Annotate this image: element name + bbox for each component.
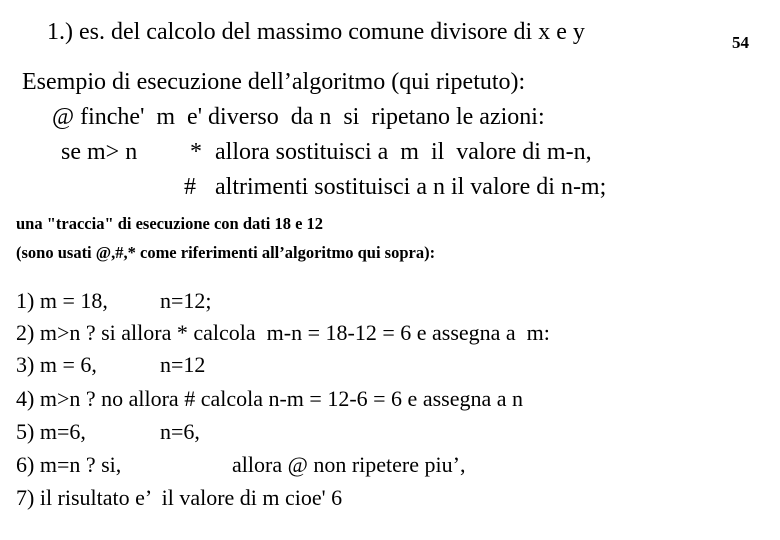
trace-step-5-n: n=6, bbox=[160, 419, 200, 444]
algorithm-heading: Esempio di esecuzione dell’algoritmo (qui ripetuto): bbox=[22, 69, 526, 95]
slide-title: 1.) es. del calcolo del massimo comune divisore di x e y bbox=[47, 19, 585, 45]
trace-step-2: 2) m>n ? si allora * calcola m-n = 18-12 = 6 e assegna a m: bbox=[16, 320, 550, 345]
trace-step-1-m: 1) m = 18, bbox=[16, 288, 108, 313]
trace-intro-line-2: (sono usati @,#,* come riferimenti all’algoritmo qui sopra): bbox=[16, 243, 436, 262]
trace-step-3-n: n=12 bbox=[160, 352, 206, 377]
algorithm-else-action: altrimenti sostituisci a n il valore di n-m; bbox=[215, 174, 607, 200]
algorithm-loop-line: @ finche' m e' diverso da n si ripetano le azioni: bbox=[52, 104, 545, 130]
trace-step-3-m: 3) m = 6, bbox=[16, 352, 97, 377]
trace-step-1-n: n=12; bbox=[160, 288, 212, 313]
algorithm-else-marker: # bbox=[184, 174, 196, 200]
trace-step-7: 7) il risultato e’ il valore di m cioe' 6 bbox=[16, 485, 343, 510]
algorithm-condition: se m> n bbox=[61, 139, 138, 165]
algorithm-then-action: allora sostituisci a m il valore di m-n, bbox=[215, 139, 592, 165]
trace-step-6-check: 6) m=n ? si, bbox=[16, 452, 122, 477]
trace-step-5-m: 5) m=6, bbox=[16, 419, 86, 444]
algorithm-then-marker: * bbox=[190, 139, 202, 165]
trace-step-4: 4) m>n ? no allora # calcola n-m = 12-6 = 6 e assegna a n bbox=[16, 386, 523, 411]
trace-intro-line-1: una "traccia" di esecuzione con dati 18 e 12 bbox=[16, 214, 324, 233]
page-number: 54 bbox=[732, 33, 749, 52]
trace-step-6-action: allora @ non ripetere piu’, bbox=[232, 452, 466, 477]
